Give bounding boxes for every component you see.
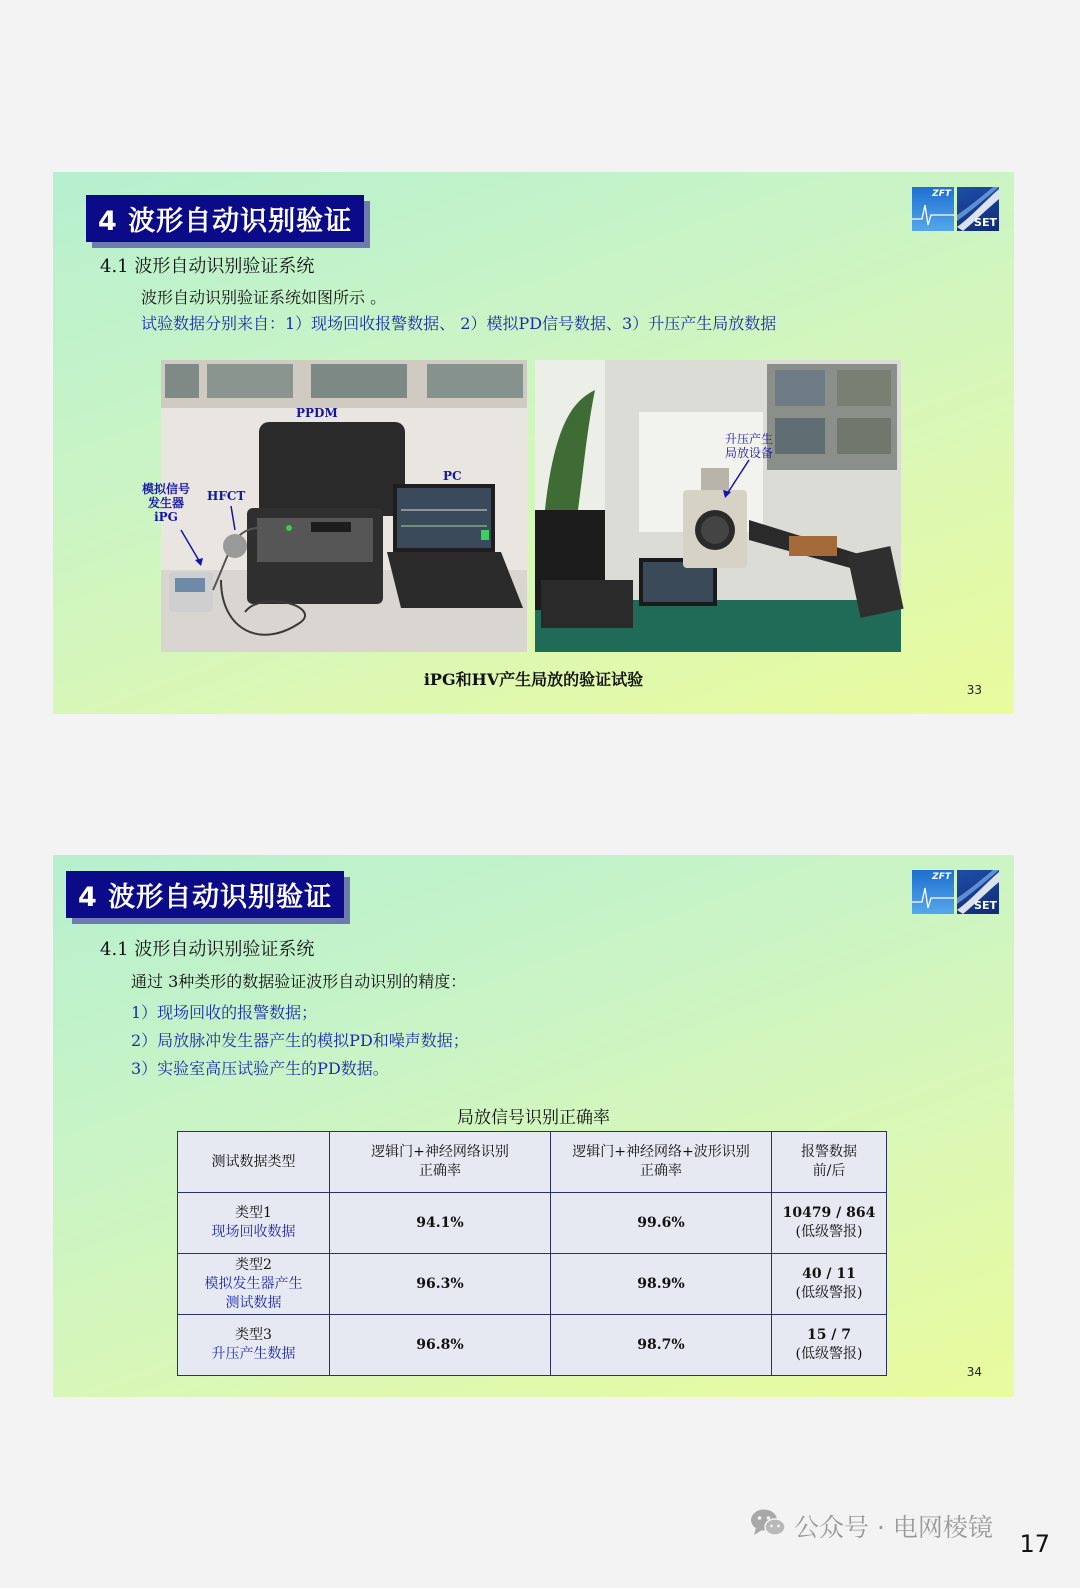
hv-label-line1: 升压产生 <box>725 432 774 446</box>
row-type-cell: 类型1 现场回收数据 <box>178 1193 330 1254</box>
list-item-1: 1）现场回收的报警数据； <box>131 1003 318 1022</box>
table-header-row <box>178 1132 887 1193</box>
accuracy-table <box>177 1131 887 1376</box>
ppdm-label: PPDM <box>296 406 338 420</box>
set-logo <box>957 870 999 914</box>
accuracy-cell: 94.1% <box>330 1193 551 1254</box>
slide-page-number: 33 <box>966 683 982 697</box>
accuracy-cell: 98.9% <box>551 1254 772 1315</box>
list-item-2: 2）局放脉冲发生器产生的模拟PD和噪声数据； <box>131 1031 469 1050</box>
section-heading: 4.1 波形自动识别验证系统 <box>100 939 315 960</box>
slide-title: 4 波形自动识别验证 <box>66 871 344 918</box>
set-logo <box>957 187 999 231</box>
header-logic-nn-waveform-accuracy: 逻辑门+神经网络+波形识别 正确率 <box>551 1132 772 1193</box>
ipg-label-line1: 模拟信号 <box>141 482 190 496</box>
zft-logo-text: ZFT <box>932 872 951 882</box>
brand-text: 公众号 · 电网棱镜 <box>794 1513 993 1542</box>
row-type-cell: 类型2 模拟发生器产生 测试数据 <box>178 1254 330 1315</box>
slide-33 <box>53 172 1014 714</box>
table-row <box>178 1193 887 1254</box>
table-title: 局放信号识别正确率 <box>457 1108 610 1128</box>
ipg-label-line3: iPG <box>154 510 178 524</box>
wechat-brand <box>750 1508 993 1544</box>
figure-caption: iPG和HV产生局放的验证试验 <box>423 670 644 689</box>
alarm-cell: 10479 / 864 (低级警报) <box>772 1193 887 1254</box>
accuracy-cell: 99.6% <box>551 1193 772 1254</box>
table-row <box>178 1315 887 1376</box>
document-page-number: 17 <box>1019 1530 1050 1558</box>
zft-set-logo <box>912 870 1000 914</box>
zft-logo-text: ZFT <box>932 189 951 199</box>
wechat-icon <box>750 1508 786 1544</box>
hfct-label: HFCT <box>207 489 246 503</box>
slide-page-number: 34 <box>966 1365 982 1379</box>
photo-ipg-setup <box>141 360 527 652</box>
accuracy-cell: 96.3% <box>330 1254 551 1315</box>
alarm-cell: 15 / 7 (低级警报) <box>772 1315 887 1376</box>
ipg-label-line2: 发生器 <box>147 496 184 510</box>
hv-equipment-label <box>725 432 773 460</box>
zft-logo <box>912 870 954 914</box>
photo-hv-setup <box>535 360 901 652</box>
slide-34 <box>53 855 1014 1397</box>
ipg-label <box>131 482 201 524</box>
pc-label: PC <box>443 469 462 483</box>
header-alarm-data: 报警数据 前/后 <box>772 1132 887 1193</box>
hv-label-line2: 局放设备 <box>725 446 774 460</box>
set-logo-text: SET <box>974 216 997 229</box>
zft-set-logo <box>912 187 1000 231</box>
header-logic-nn-accuracy: 逻辑门+神经网络识别 正确率 <box>330 1132 551 1193</box>
accuracy-cell: 96.8% <box>330 1315 551 1376</box>
zft-logo <box>912 187 954 231</box>
list-item-3: 3）实验室高压试验产生的PD数据。 <box>131 1059 389 1078</box>
data-sources-line: 试验数据分别来自：1）现场回收报警数据、 2）模拟PD信号数据、3）升压产生局放数据 <box>141 314 777 333</box>
row-type-cell: 类型3 升压产生数据 <box>178 1315 330 1376</box>
alarm-cell: 40 / 11 (低级警报) <box>772 1254 887 1315</box>
slide-title: 4 波形自动识别验证 <box>86 195 364 242</box>
intro-line: 通过 3种类形的数据验证波形自动识别的精度： <box>131 972 467 991</box>
accuracy-cell: 98.7% <box>551 1315 772 1376</box>
header-data-type: 测试数据类型 <box>178 1132 330 1193</box>
intro-line: 波形自动识别验证系统如图所示 。 <box>141 288 387 307</box>
table-row <box>178 1254 887 1315</box>
set-logo-text: SET <box>974 899 997 912</box>
section-heading: 4.1 波形自动识别验证系统 <box>100 256 315 277</box>
